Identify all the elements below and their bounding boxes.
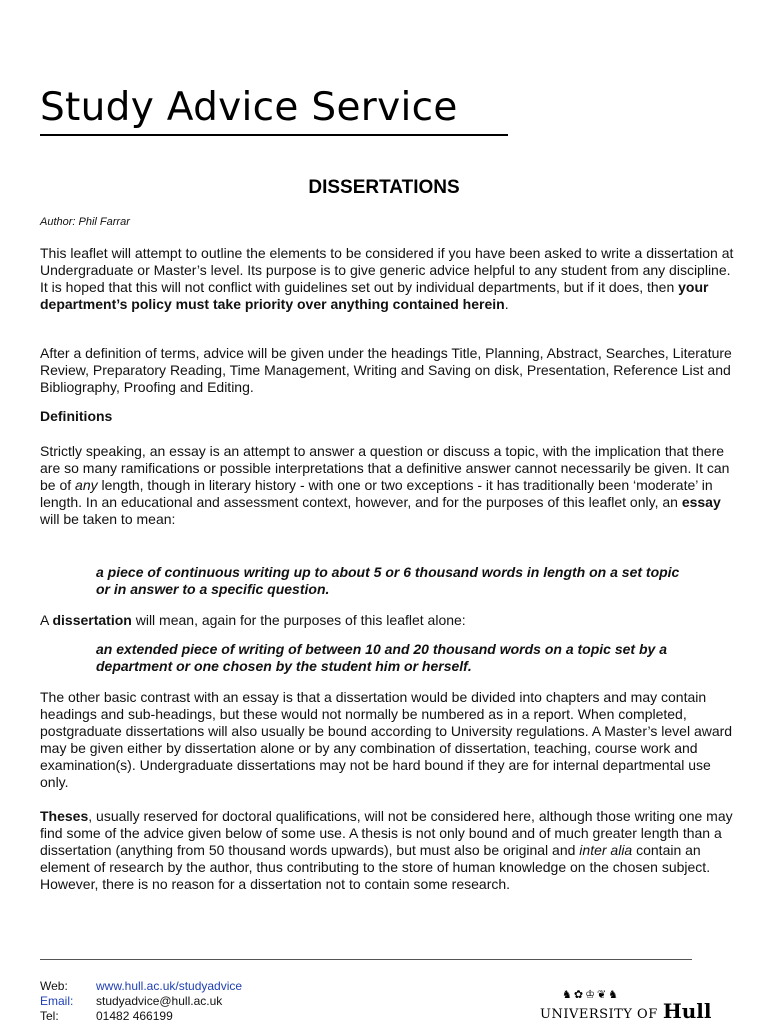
essay-text-1: Strictly speaking, an essay is an attempt to answer a question or discuss a topic, with the implication that there are so many ramifications or possible interpretations that a definitive answer cannot necessarily be given. It can be of xyxy=(40,443,730,493)
author-line: Author: Phil Farrar xyxy=(40,216,130,228)
email-label: Email: xyxy=(40,994,74,1008)
theses-term: Theses xyxy=(40,808,89,824)
headings-paragraph: After a definition of terms, advice will be given under the headings Title, Planning, Abstract, Searches, Literature Review, Preparatory Reading, Time Management, Writing and Saving on disk, Presentation, Reference List and Bibliography, Proofing and Editing. xyxy=(40,345,732,395)
title-underline xyxy=(40,134,508,136)
logo-prefix: UNIVERSITY OF xyxy=(540,1007,658,1022)
inter-alia: inter alia xyxy=(579,842,633,858)
email-link[interactable]: studyadvice@hull.ac.uk xyxy=(96,994,223,1008)
theses-text-1: , usually reserved for doctoral qualifications, will not be considered here, although those writing one may find some of the advice given below of some use. A thesis is not only bound and of much greater length than a dissertation (anything from 50 thousand words upwards), but must also be original and xyxy=(40,808,733,858)
tel-value: 01482 466199 xyxy=(96,1009,173,1023)
dissertation-text-1: A xyxy=(40,612,53,628)
essay-text-3: will be taken to mean: xyxy=(40,511,176,527)
dissertation-term: dissertation xyxy=(52,612,132,628)
footer-divider xyxy=(40,959,692,960)
essay-text-2: length, though in literary history - with one or two exceptions - it has traditionally been ‘moderate’ in length. In an educational and assessment context, however, and for the purposes of this leaflet only, an xyxy=(40,477,713,510)
theses-paragraph xyxy=(40,808,740,893)
tel-label: Tel: xyxy=(40,1009,59,1023)
dissertation-definition: an extended piece of writing of between 10 and 20 thousand words on a topic set by a department or one chosen by the student him or herself. xyxy=(96,641,667,674)
essay-paragraph xyxy=(40,443,740,528)
university-logo xyxy=(540,988,712,1023)
footer-email xyxy=(40,994,222,1008)
dissertation-text-2: will mean, again for the purposes of this leaflet alone: xyxy=(131,612,466,628)
intro-paragraph xyxy=(40,245,740,313)
any-emphasis: any xyxy=(75,477,98,493)
essay-definition: a piece of continuous writing up to about 5 or 6 thousand words in length on a set topic or in answer to a specific question. xyxy=(96,564,680,597)
logo-wordmark xyxy=(540,999,711,1023)
theses-text-2: contain an element of research by the author, thus contributing to the store of human knowledge on the chosen subject. However, there is no reason for a dissertation not to contain some research. xyxy=(40,842,711,892)
intro-end: . xyxy=(504,296,509,312)
document-title: DISSERTATIONS xyxy=(308,177,460,198)
crest-icon: ♞✿♔❦♞ xyxy=(562,989,621,1001)
logo-name: Hull xyxy=(662,999,712,1023)
essay-term: essay xyxy=(681,494,721,510)
web-label: Web: xyxy=(40,979,68,993)
footer-web xyxy=(40,979,242,993)
intro-text: This leaflet will attempt to outline the elements to be considered if you have been asked to write a dissertation at Undergraduate or Master’s level. Its purpose is to give generic advice helpful to any student from any discipline. It is hoped that this will not conflict with guidelines set out by individual departments, but if it does, then xyxy=(40,245,734,295)
contrast-paragraph: The other basic contrast with an essay is that a dissertation would be divided into chapters and may contain headings and sub-headings, but these would not normally be numbered as in a report. When completed, postgraduate dissertations will also usually be bound according to University regulations. A Master’s level award may be given either by dissertation alone or by any combination of dissertation, teaching, course work and examination(s). Undergraduate dissertations may not be hard bound if they are for internal departmental use only. xyxy=(40,689,733,790)
service-title: Study Advice Service xyxy=(40,85,458,130)
footer-tel xyxy=(40,1009,173,1023)
dissertation-intro xyxy=(40,612,740,629)
definitions-heading: Definitions xyxy=(40,408,113,424)
priority-statement: your department’s policy must take priority over anything contained herein xyxy=(40,279,709,312)
web-link[interactable]: www.hull.ac.uk/studyadvice xyxy=(96,979,243,993)
